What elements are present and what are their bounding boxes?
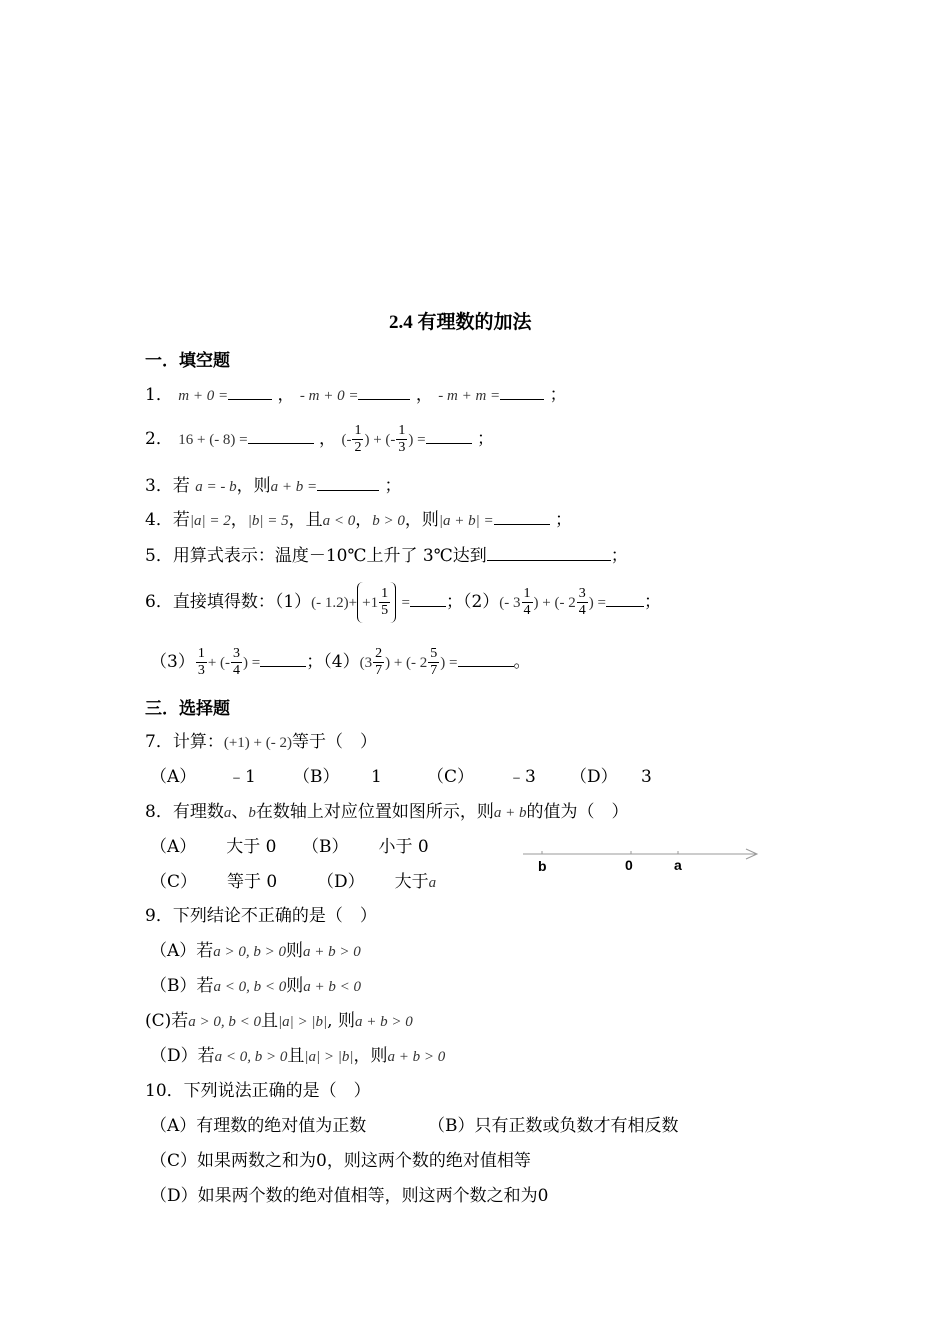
expr: |a| = 2	[189, 513, 231, 529]
q10-option-c[interactable]: （C）如果两数之和为0，则这两个数的绝对值相等	[150, 1151, 531, 1171]
expr: a < 0, b < 0	[213, 979, 287, 995]
expr: +	[348, 595, 358, 611]
label-b: b	[538, 858, 547, 874]
text: ，且	[288, 510, 323, 530]
expr: +1	[362, 595, 379, 611]
section-heading-fill: 一．填空题	[145, 351, 230, 371]
expr: |a| > |b|	[304, 1049, 354, 1065]
question-number: 3．	[145, 476, 173, 496]
text: 、	[231, 802, 249, 822]
q8-option-b[interactable]	[302, 836, 429, 858]
q7-option-c-value: ﹣3	[508, 767, 536, 787]
fraction: $\frac{2}{7}$	[375, 646, 383, 678]
text: 有理数	[172, 802, 224, 822]
answer-blank[interactable]	[317, 476, 379, 491]
option-label: （B）	[302, 837, 349, 857]
question-6-line-2	[150, 640, 531, 685]
expr: a > 0, b > 0	[213, 944, 287, 960]
question-3	[145, 475, 402, 498]
q9-option-d[interactable]	[150, 1045, 445, 1068]
q9-option-a[interactable]	[150, 940, 361, 963]
comma: ，	[415, 385, 433, 405]
expr: m + 0 =	[178, 388, 229, 404]
section-heading-choice: 三．选择题	[145, 699, 230, 719]
question-1	[145, 384, 567, 407]
text: ；（4）	[306, 652, 360, 672]
expr: a + b	[493, 805, 527, 821]
answer-blank[interactable]	[606, 592, 644, 607]
answer-blank[interactable]	[248, 429, 314, 444]
expr: a + b > 0	[387, 1049, 446, 1065]
expr: a < 0, b > 0	[214, 1049, 288, 1065]
fraction: $\frac{1}{5}$	[381, 586, 389, 618]
expr: b	[248, 805, 256, 821]
option-label: （B）若	[150, 976, 214, 996]
q7-option-d-value: 3	[641, 767, 652, 787]
fraction: $\frac{1}{3}$	[398, 423, 406, 455]
expr: ) + (- 2	[533, 595, 576, 611]
question-4	[145, 509, 572, 532]
option-label: (C)若	[145, 1011, 189, 1031]
semicolon: ；	[384, 476, 402, 496]
expr: |b| = 5	[247, 513, 289, 529]
expr: a + b =	[270, 479, 318, 495]
fraction: $\frac{1}{3}$	[197, 646, 205, 678]
text: 若	[172, 476, 190, 496]
expr: ) =	[440, 655, 458, 671]
answer-blank[interactable]	[358, 385, 410, 400]
text: 用算式表示：温度－10℃上升了 3℃达到	[172, 546, 487, 566]
expr: ) + (- 2	[385, 655, 428, 671]
text: 等于（ ）	[291, 732, 377, 752]
q7-option-d-label[interactable]: （D）	[570, 767, 618, 787]
fraction: $\frac{1}{4}$	[523, 586, 531, 618]
question-5	[145, 545, 628, 567]
question-10	[145, 1080, 371, 1102]
semicolon: ；	[554, 510, 572, 530]
expr: (3	[359, 655, 373, 671]
answer-blank[interactable]	[500, 385, 544, 400]
option-text: 大于 0	[226, 837, 277, 857]
expr: (- 3	[499, 595, 521, 611]
paren-group	[357, 582, 396, 623]
text: 的值为（ ）	[526, 802, 629, 822]
text: 计算：	[172, 732, 224, 752]
answer-blank[interactable]	[228, 385, 272, 400]
answer-blank[interactable]	[260, 652, 306, 667]
expr: ) =	[588, 595, 606, 611]
expr: ) =	[408, 432, 426, 448]
q7-option-a-value: ﹣1	[228, 767, 256, 787]
expr: |a + b| =	[438, 513, 494, 529]
expr: 16 + (- 8) =	[178, 432, 248, 448]
text: ，则	[404, 510, 439, 530]
text: 下列说法正确的是（ ）	[183, 1081, 371, 1101]
label-a: a	[674, 857, 682, 873]
q7-option-c-label[interactable]: （C）	[427, 767, 475, 787]
option-label: （D）若	[150, 1046, 215, 1066]
question-number: 2．	[145, 429, 173, 449]
question-2	[145, 417, 494, 462]
question-7	[145, 731, 377, 754]
option-text: 小于 0	[378, 837, 429, 857]
text: 则	[286, 941, 304, 961]
q10-option-b[interactable]: （B）只有正数或负数才有相反数	[428, 1116, 679, 1136]
expr: a	[223, 805, 232, 821]
option-text: 大于	[394, 872, 429, 892]
answer-blank[interactable]	[458, 652, 514, 667]
number-line-diagram	[520, 842, 765, 878]
question-number: 9．	[145, 906, 173, 926]
text: ，则	[353, 1046, 388, 1066]
text: ，则	[236, 476, 271, 496]
question-number: 1．	[145, 385, 173, 405]
q7-option-b-label[interactable]: （B）	[293, 767, 340, 787]
text: ；（2）	[445, 592, 500, 612]
option-text: 等于 0	[227, 872, 278, 892]
expr: + (-	[207, 655, 231, 671]
q7-option-a-label[interactable]: （A）	[150, 767, 197, 787]
semicolon: ；	[477, 429, 495, 449]
option-label: （D）	[317, 872, 365, 892]
answer-blank[interactable]	[426, 429, 472, 444]
option-label: （A）	[150, 837, 197, 857]
answer-blank[interactable]	[487, 546, 611, 561]
expr: ) + (-	[364, 432, 396, 448]
fraction: $\frac{3}{4}$	[578, 586, 586, 618]
question-number: 8．	[145, 802, 173, 822]
text: 下列结论不正确的是（ ）	[172, 906, 377, 926]
expr: a = - b	[195, 479, 237, 495]
page-title: 2.4 有理数的加法	[389, 312, 532, 333]
expr: - m + 0 =	[299, 388, 359, 404]
text: 若	[172, 510, 190, 530]
expr: (+1) + (- 2)	[223, 735, 292, 751]
q9-option-b[interactable]	[150, 975, 361, 998]
comma: ，	[319, 429, 337, 449]
question-number: 4．	[145, 510, 173, 530]
q8-option-d[interactable]	[317, 871, 436, 894]
q10-option-d[interactable]: （D）如果两个数的绝对值相等，则这两个数之和为0	[150, 1186, 549, 1206]
question-number: 7．	[145, 732, 173, 752]
question-6-line-1	[145, 580, 661, 625]
question-9	[145, 905, 377, 927]
expr: ) =	[243, 655, 261, 671]
expr: a + b < 0	[303, 979, 361, 995]
expr: (- 1.2)	[311, 595, 349, 611]
text: 且	[261, 1011, 279, 1031]
q10-option-a[interactable]: （A）有理数的绝对值为正数	[150, 1116, 367, 1136]
comma: ，	[230, 510, 248, 530]
text: （3）	[150, 652, 195, 672]
question-8	[145, 801, 628, 824]
text: 则	[286, 976, 304, 996]
q7-option-b-value: 1	[371, 767, 382, 787]
expr: =	[401, 595, 410, 611]
expr: a + b > 0	[354, 1014, 413, 1030]
text: 直接填得数：（1）	[172, 592, 312, 612]
semicolon: ；	[610, 546, 628, 566]
question-number: 6．	[145, 592, 173, 612]
expr: |a| > |b|	[278, 1014, 328, 1030]
expr: - m + m =	[438, 388, 501, 404]
expr: a	[428, 875, 437, 891]
answer-blank[interactable]	[494, 510, 550, 525]
answer-blank[interactable]	[410, 592, 446, 607]
text: 且	[287, 1046, 305, 1066]
q8-option-c[interactable]	[150, 871, 277, 893]
label-zero: 0	[625, 857, 633, 873]
text: 。	[513, 652, 531, 672]
semicolon: ；	[549, 385, 567, 405]
option-label: （A）若	[150, 941, 214, 961]
question-number: 10．	[145, 1081, 184, 1101]
expr: b > 0	[372, 513, 405, 529]
text: , 则	[327, 1011, 355, 1031]
fraction: $\frac{5}{7}$	[430, 646, 438, 678]
semicolon: ；	[643, 592, 661, 612]
text: 在数轴上对应位置如图所示，则	[255, 802, 494, 822]
comma: ，	[277, 385, 295, 405]
expr: (-	[341, 432, 352, 448]
expr: a + b > 0	[303, 944, 361, 960]
fraction: $\frac{1}{2}$	[354, 423, 362, 455]
option-label: （C）	[150, 872, 198, 892]
q8-option-a[interactable]	[150, 836, 277, 858]
expr: a > 0, b < 0	[188, 1014, 262, 1030]
fraction: $\frac{3}{4}$	[233, 646, 241, 678]
expr: a < 0	[322, 513, 356, 529]
comma: ，	[355, 510, 373, 530]
q9-option-c[interactable]	[145, 1010, 413, 1033]
question-number: 5．	[145, 546, 173, 566]
